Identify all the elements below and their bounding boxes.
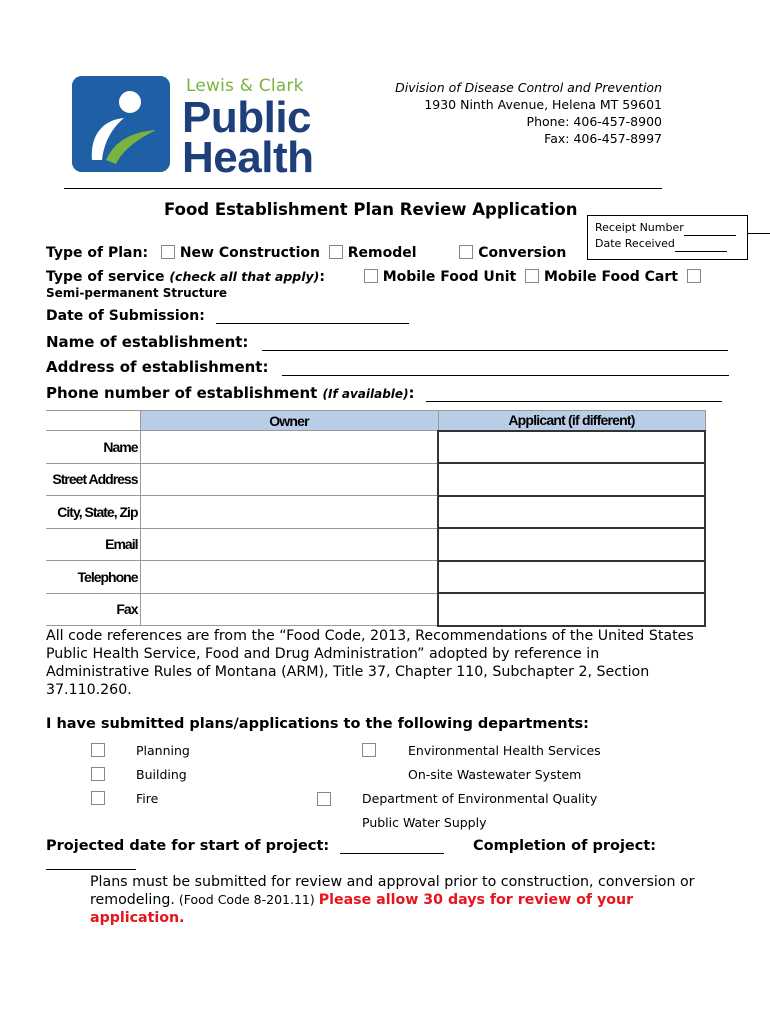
- header-divider: [64, 188, 662, 189]
- logo-word-public: Public: [182, 93, 312, 142]
- row-label-telephone: Telephone: [46, 561, 140, 594]
- table-corner: [46, 411, 140, 431]
- project-completion-field[interactable]: [46, 869, 136, 870]
- applicant-city-field[interactable]: [438, 496, 705, 529]
- logo-mark: [72, 76, 170, 172]
- date-received-label: Date Received: [595, 237, 675, 250]
- applicant-name-field[interactable]: [438, 431, 705, 464]
- fax-number: Fax: 406-457-8997: [544, 131, 662, 146]
- date-received-field[interactable]: [675, 241, 727, 252]
- onsite-wastewater-label: On-site Wastewater System: [408, 767, 582, 782]
- logo-small-text: Lewis & Clark: [186, 76, 304, 96]
- fire-checkbox[interactable]: [91, 791, 105, 805]
- plan-type-label: Type of Plan:: [46, 245, 149, 261]
- logo-figure-icon: [72, 76, 170, 172]
- conversion-checkbox[interactable]: [459, 245, 473, 259]
- owner-telephone-field[interactable]: [140, 561, 438, 594]
- building-label: Building: [136, 767, 187, 782]
- applicant-telephone-field[interactable]: [438, 561, 705, 594]
- name-establishment-row: [46, 333, 728, 351]
- row-label-email: Email: [46, 528, 140, 561]
- owner-city-field[interactable]: [140, 496, 438, 529]
- project-start-field[interactable]: [340, 840, 444, 854]
- service-type-hint: (check all that apply): [169, 269, 320, 284]
- receipt-number-field[interactable]: [684, 225, 736, 236]
- date-submission-label: Date of Submission:: [46, 308, 205, 324]
- street-address: 1930 Ninth Avenue, Helena MT 59601: [424, 97, 662, 112]
- departments-heading: I have submitted plans/applications to the following departments:: [46, 716, 589, 732]
- row-label-fax: Fax: [46, 593, 140, 626]
- address-establishment-field[interactable]: [282, 362, 729, 376]
- semi-permanent-label: Semi-permanent Structure: [46, 286, 228, 300]
- name-establishment-label: Name of establishment:: [46, 333, 249, 351]
- fire-label: Fire: [136, 791, 159, 806]
- division-name: Division of Disease Control and Prevention: [395, 80, 662, 95]
- planning-checkbox[interactable]: [91, 743, 105, 757]
- phone-establishment-hint: (If available): [322, 387, 409, 401]
- table-row: [46, 496, 705, 529]
- service-type-colon: :: [319, 269, 325, 285]
- environmental-health-label: Environmental Health Services: [408, 743, 601, 758]
- owner-name-field[interactable]: [140, 431, 438, 464]
- mobile-food-cart-label: Mobile Food Cart: [543, 269, 678, 285]
- mobile-food-unit-label: Mobile Food Unit: [382, 269, 517, 285]
- receipt-box: [587, 215, 748, 260]
- plan-type-row: [46, 245, 566, 261]
- code-reference-text: All code references are from the “Food Code, 2013, Recommendations of the United States Public Health Service, Food and Drug Administration” adopted by reference in Administrative Rules of Montana (ARM), Title 37, Chapter 110, Subchapter 2, Section 37.110.260.: [46, 628, 694, 698]
- submission-notice: [90, 873, 710, 927]
- owner-header: Owner: [140, 411, 438, 431]
- logo-word-health: Health: [182, 133, 314, 182]
- date-submission-field[interactable]: [216, 310, 409, 324]
- remodel-checkbox[interactable]: [329, 245, 343, 259]
- applicant-header: Applicant (if different): [438, 411, 705, 431]
- owner-applicant-table: [46, 410, 706, 627]
- address-establishment-row: [46, 358, 729, 376]
- project-start-row: [46, 838, 444, 854]
- building-checkbox[interactable]: [91, 767, 105, 781]
- owner-street-field[interactable]: [140, 463, 438, 496]
- date-submission-row: [46, 308, 409, 324]
- address-establishment-label: Address of establishment:: [46, 358, 269, 376]
- service-type-label: Type of service: [46, 269, 165, 285]
- applicant-street-field[interactable]: [438, 463, 705, 496]
- table-row: [46, 463, 705, 496]
- deq-checkbox[interactable]: [317, 792, 331, 806]
- conversion-label: Conversion: [478, 245, 567, 261]
- table-row: [46, 561, 705, 594]
- mobile-food-cart-checkbox[interactable]: [525, 269, 539, 283]
- table-row: [46, 528, 705, 561]
- receipt-line-extension: [748, 233, 770, 234]
- remodel-label: Remodel: [347, 245, 417, 261]
- phone-establishment-colon: :: [408, 384, 415, 402]
- owner-email-field[interactable]: [140, 528, 438, 561]
- page-title: Food Establishment Plan Review Application: [164, 200, 578, 219]
- row-label-street: Street Address: [46, 463, 140, 496]
- table-row: [46, 431, 705, 464]
- project-start-label: Projected date for start of project:: [46, 838, 330, 854]
- row-label-city: City, State, Zip: [46, 496, 140, 529]
- project-completion-label: Completion of project:: [473, 838, 657, 854]
- environmental-health-checkbox[interactable]: [362, 743, 376, 757]
- public-water-supply-label: Public Water Supply: [362, 815, 487, 830]
- notice-main: Plans must be submitted for review and approval prior to construction, conversion or remodeling.: [90, 874, 695, 908]
- phone-establishment-row: [46, 384, 722, 402]
- phone-number: Phone: 406-457-8900: [526, 114, 662, 129]
- notice-emphasis: Please allow 30 days for review of your application.: [90, 892, 634, 926]
- mobile-food-unit-checkbox[interactable]: [364, 269, 378, 283]
- new-construction-checkbox[interactable]: [161, 245, 175, 259]
- applicant-email-field[interactable]: [438, 528, 705, 561]
- planning-label: Planning: [136, 743, 190, 758]
- service-type-row: [46, 269, 701, 285]
- phone-establishment-field[interactable]: [426, 388, 722, 402]
- semi-permanent-checkbox[interactable]: [687, 269, 701, 283]
- name-establishment-field[interactable]: [262, 337, 728, 351]
- row-label-name: Name: [46, 431, 140, 464]
- receipt-number-label: Receipt Number: [595, 221, 684, 234]
- applicant-fax-field[interactable]: [438, 593, 705, 626]
- deq-label: Department of Environmental Quality: [362, 791, 598, 806]
- table-row: [46, 593, 705, 626]
- notice-code-ref: (Food Code 8-201.11): [174, 892, 319, 907]
- phone-establishment-label: Phone number of establishment: [46, 384, 318, 402]
- new-construction-label: New Construction: [179, 245, 320, 261]
- owner-fax-field[interactable]: [140, 593, 438, 626]
